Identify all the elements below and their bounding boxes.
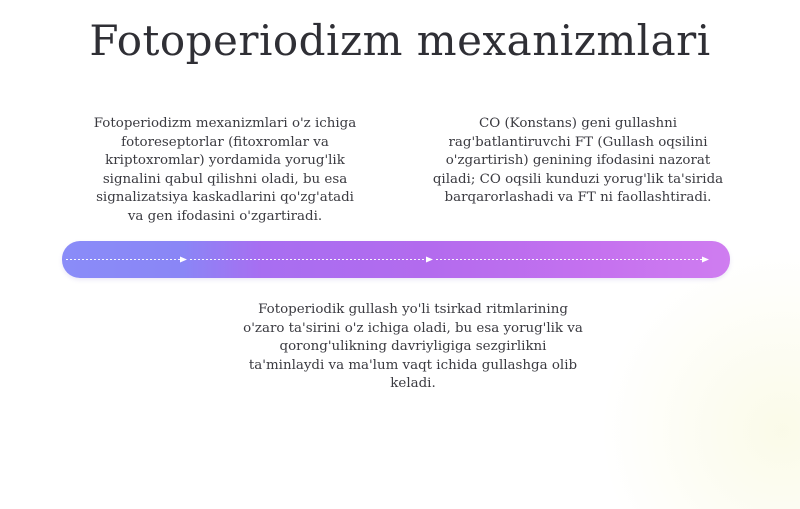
text-line: Fotoperiodik gullash yo'li tsirkad ritmlarining	[258, 302, 568, 317]
text-line: o'zaro ta'sirini o'z ichiga oladi, bu esa yorug'lik va	[243, 320, 583, 336]
timeline-bar	[62, 241, 730, 278]
arrow-head-3	[702, 257, 709, 263]
arrow-head-2	[426, 257, 433, 263]
text-block-flowering-pathway	[228, 301, 598, 394]
text-line: barqarorlashadi va FT ni faollashtiradi.	[444, 190, 712, 205]
text-line: rag'batlantiruvchi FT (Gullash oqsilini	[448, 134, 708, 150]
text-line: Fotoperiodizm mexanizmlari o'z ichiga	[93, 116, 357, 131]
timeline-arrows	[62, 241, 730, 278]
text-line: fotoreseptorlar (fitoxromlar va	[121, 134, 329, 150]
text-line: qorong'ulikning davriyligiga sezgirlikni	[279, 339, 547, 354]
text-line: signalini qabul qilishni oladi, bu esa	[102, 171, 348, 187]
text-line: signalizatsiya kaskadlarini qo'zg'atadi	[96, 190, 354, 205]
text-line: CO (Konstans) geni gullashni	[478, 116, 678, 131]
text-line: qiladi; CO oqsili kunduzi yorug'lik ta'sirida	[432, 171, 724, 187]
text-line: keladi.	[390, 376, 436, 391]
slide-title: Fotoperiodizm mexanizmlari	[89, 16, 711, 65]
text-block-photoreceptors	[80, 115, 370, 226]
text-block-co-gene	[428, 115, 728, 208]
text-line: o'zgartirish) genining ifodasini nazorat	[445, 153, 711, 168]
text-line: ta'minlaydi va ma'lum vaqt ichida gullashga olib	[248, 357, 578, 373]
text-line: va gen ifodasini o'zgartiradi.	[127, 208, 323, 224]
background-glow	[600, 249, 800, 509]
text-line: kriptoxromlar) yordamida yorug'lik	[105, 153, 345, 168]
arrow-head-1	[180, 257, 187, 263]
